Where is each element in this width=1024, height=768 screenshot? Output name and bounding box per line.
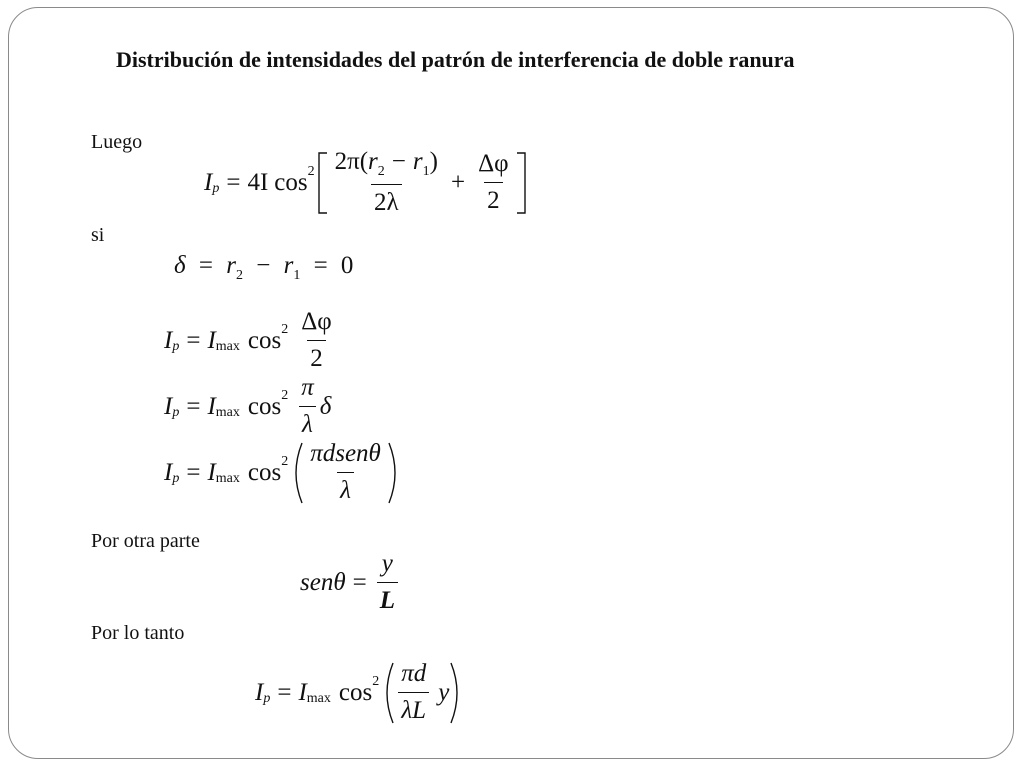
equation-intensity-delta-phi: I p = I max cos 2 $\frac{\Delta\varphi}{2}$ [164,306,338,375]
label-luego: Luego [91,131,143,153]
equation-sen-theta: senθ = $\frac{y}{L}$ [300,548,401,617]
eq1-cos: cos [274,168,308,196]
eq7-right-paren [449,661,465,725]
eq2-r2: r [226,252,236,279]
equation-intensity-pi-lambda: I p = I max cos 2 $\frac{\pi}{\lambda}$ δ [164,372,331,441]
eq1-denominator: 2λ [371,184,402,219]
eq1-two: 2 [484,182,503,217]
eq5-left-paren [288,441,304,505]
eq2-equals-2: = [313,252,328,279]
eq5-fraction: $\frac{\text{πdsenθ}}{\lambda}$ [307,438,384,507]
eq2-minus: − [256,252,271,279]
eq1-p-sub: p [212,180,220,196]
eq3-fraction: $\frac{\Delta\varphi}{2}$ [298,306,335,375]
eq1-fraction-phase [332,146,441,219]
equation-path-difference: $\delta = r_2 - r_1 = 0$ [174,252,354,283]
eq4-fraction: $\frac{\pi}{\lambda}$ [298,372,317,441]
eq7-left-paren [379,661,395,725]
eq1-left-bracket [315,151,329,215]
label-si: si [91,224,105,246]
slide-title: Distribución de intensidades del patrón de interferencia de doble ranura [116,47,795,72]
eq1-fraction-delta-phi [475,148,512,217]
eq1-delta-phi: Δφ [478,150,509,177]
eq6-fraction: $\frac{y}{L}$ [377,548,398,617]
eq2-equals: = [198,252,213,279]
slide-frame [8,7,1014,759]
eq1-right-bracket [515,151,529,215]
eq7-fraction: $\frac{\pi d}{\lambda L}$ [398,658,429,727]
eq1-plus: + [450,168,466,196]
equation-intensity-general [204,146,529,219]
eq1-coef: 4I [247,168,269,196]
label-por-otra-parte: Por otra parte [91,530,200,552]
eq2-r1: r [283,252,294,279]
eq2-delta: δ [174,252,186,279]
equation-intensity-dsentheta: I p = I max cos 2 $\frac{\text{πdsenθ}}{\lambda}$ [164,438,403,507]
eq1-square: 2 [307,163,315,179]
equation-intensity-final: I p = I max cos 2 $\frac{\pi d}{\lambda L}$ y [255,658,465,727]
eq1-equals: = [226,168,241,196]
eq2-zero: 0 [340,252,354,279]
eq5-right-paren [387,441,403,505]
eq1-numerator: $2\pi(r_2 - r_1)$ [334,148,438,179]
label-por-lo-tanto: Por lo tanto [91,622,185,644]
eq1-I: I [204,168,213,196]
